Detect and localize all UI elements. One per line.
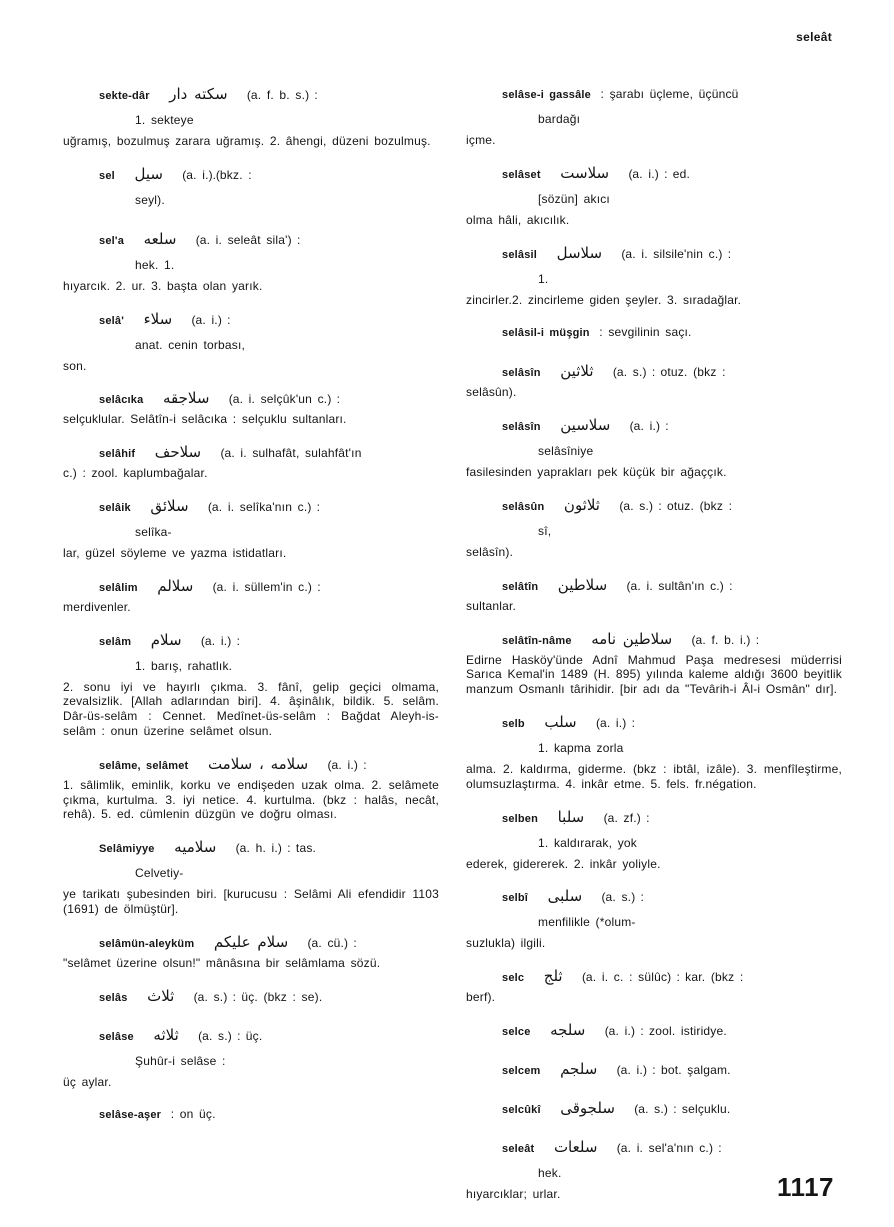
dictionary-entry [466,1057,842,1083]
entry-first-line [63,1023,439,1075]
arabic-script: سكته دار [169,85,228,103]
entry-first-line [466,413,842,465]
dictionary-entry [466,1096,842,1122]
definition-text: suzlukla) ilgili. [466,936,546,951]
grammar-note: (a. s.) : üç. [198,1028,263,1043]
grammar-note: (a. i. selçûk'un c.) : [228,392,340,407]
entry-first-line [466,241,842,293]
definition-text: ederek, gidererek. 2. inkâr yoliyle. [466,856,661,871]
definition-text: berf). [466,990,496,1005]
headword: sel [99,169,115,182]
headword: sel'a [99,234,125,247]
definition-start: seyl). [135,192,165,207]
left-column [63,82,439,1141]
definition-text: hıyarcıklar; urlar. [466,1186,561,1201]
entry-first-line [63,494,439,546]
arabic-script: سلاسين [560,416,611,435]
arabic-script: سلعه [143,229,177,248]
entry-first-line [466,964,842,990]
headword: selâsîn [502,421,541,434]
headword: selâhif [99,448,136,461]
entry-first-line [466,359,842,385]
definition-start: 1. sekteye [135,113,194,127]
definition-text: hıyarcık. 2. ur. 3. başta olan yarık. [63,278,263,293]
definition-start: 1. kapma zorla [538,740,624,755]
arabic-script: سلجوقى [560,1098,615,1117]
arabic-script: سلاسل [556,243,603,262]
headword: selâmün-aleyküm [99,937,195,950]
dictionary-entry [466,710,842,792]
arabic-script: سلب [544,712,577,731]
definition-start: anat. cenin torbası, [135,337,246,352]
running-head: seleât [796,30,832,44]
headword: selâs [99,991,128,1004]
grammar-note: (a. i.) : [629,419,669,434]
dictionary-entry [63,628,439,739]
definition-text: selçuklular. Selâtîn-i selâcıka : selçuklu sultanları. [63,412,347,427]
entry-first-line [63,628,439,680]
dictionary-entry [466,493,842,560]
dictionary-entry [63,752,439,822]
grammar-note: (a. s.) : otuz. (bkz : [612,365,726,380]
dictionary-entry [63,307,439,374]
arabic-script: ثلج [543,967,563,986]
arabic-script: ثلاث [147,986,175,1005]
grammar-note: (a. i. sultân'ın c.) : [626,578,733,593]
dictionary-entry [466,805,842,872]
headword: selâcıka [99,394,144,407]
arabic-script: سلام [150,630,182,649]
arabic-script: ثلاثين [560,362,594,381]
dictionary-entry [466,1018,842,1044]
definition-text: 1. sâlimlik, eminlik, korku ve endişeden uzak olma. 2. selâmete çıkma, kurtulma. 3. iyi netice. 4. kurtulma. (bkz : halâs, necât, rehâ). 5. ed. cümlenin düzgün ve doğru olması. [63,777,439,822]
dictionary-entry [63,835,439,917]
grammar-note: (a. f. b. i.) : [691,632,760,647]
entry-first-line [466,1057,842,1083]
arabic-script: سلاطين نامه [591,629,673,648]
definition-start: 1. barış, rahatlık. [135,658,233,673]
grammar-note: (a. i.) : [200,633,240,648]
definition-text: lar, güzel söyleme ve yazma istidatları. [63,545,287,560]
headword: selcem [502,1064,541,1077]
entry-first-line [63,752,439,778]
headword: selâsil-i müşgin [502,327,590,340]
arabic-script: سلبى [547,887,583,906]
definition-start: [sözün] akıcı [538,191,610,206]
headword: sekte-dâr [99,90,150,102]
headword: selbî [502,892,529,905]
grammar-note: : on üç. [170,1107,216,1122]
grammar-note: (a. i. selîka'nın c.) : [207,499,321,514]
grammar-note: (a. i.) : bot. şalgam. [616,1062,731,1077]
grammar-note: : sevgilinin saçı. [599,325,692,340]
headword: selcûkî [502,1103,541,1116]
definition-text: ye tarikatı şubesinden biri. [kurucusu : Selâmi Ali efendidir 1103 (1691) de ölmüştür]. [63,887,439,916]
definition-start: sî, [538,523,552,538]
grammar-note: (a. s.) : üç. (bkz : se). [193,989,323,1004]
definition-text: olma hâli, akıcılık. [466,212,570,227]
arabic-script: سلاجقه [162,389,210,408]
definition-start: selîka- [135,524,172,539]
entry-first-line [63,930,439,956]
headword: selâsîn [502,367,541,380]
entry-first-line [466,627,842,653]
grammar-note: (a. s.) : [601,890,644,905]
headword: selâse-aşer [99,1109,162,1122]
headword: Selâmiyye [99,843,155,856]
definition-text: merdivenler. [63,599,131,614]
dictionary-entry [63,1102,439,1128]
entry-first-line [63,162,439,214]
entry-first-line [63,574,439,600]
definition-start: Celvetiy- [135,866,184,881]
definition-start: 1. [538,271,549,286]
definition-text: son. [63,358,87,373]
definition-text: uğramış, bozulmuş zarara uğramış. 2. âhengi, düzeni bozulmuş. [63,134,431,148]
arabic-script: سلالم [157,576,194,595]
definition-text: alma. 2. kaldırma, giderme. (bkz : ibtâl, izâle). 3. menfîleştirme, olumsuzlaştırma. 4. inkâr etme. 5. fels. fr.négation. [466,761,842,791]
headword: selc [502,972,525,985]
dictionary-entry [466,413,842,480]
grammar-note: (a. i.) : ed. [628,166,691,181]
entry-first-line [63,82,439,134]
arabic-script: سلجه [550,1020,586,1039]
definition-text: 2. sonu iyi ve hayırlı çıkma. 3. fânî, gelip geçici olmama, zevalsizlik. [Allah adlarından biri]. 4. âşinâlık, bildik. 5. selâm. Dâr-üs-selâm : Cennet. Medînet-üs-selâm : Bağdat Aleyh-is-selâm : onun üzerine selâmet olsun. [63,679,439,738]
grammar-note: (a. i. sel'a'nın c.) : [616,1140,722,1155]
headword: selâm [99,635,132,648]
dictionary-entry [466,884,842,951]
dictionary-entry [466,627,842,697]
definition-text: içme. [466,133,496,147]
grammar-note: : şarabı üçleme, üçüncü [600,87,739,101]
dictionary-entry [63,386,439,427]
entry-first-line [466,805,842,857]
headword: selb [502,717,525,730]
page-number: 1117 [777,1172,834,1202]
definition-text: c.) : zool. kaplumbağalar. [63,466,208,481]
definition-text: zincirler.2. zincirleme giden şeyler. 3. sıradağlar. [466,292,742,307]
grammar-note: (a. i. seleât sila') : [195,232,301,247]
definition-text: sultanlar. [466,598,517,613]
grammar-note: (a. i. süllem'in c.) : [212,579,321,594]
headword: selâsil [502,248,538,261]
dictionary-entry [466,161,842,228]
headword: seleât [502,1142,535,1155]
dictionary-entry [63,984,439,1010]
headword: selâsûn [502,500,545,513]
headword: selâtîn [502,580,539,593]
arabic-script: سلام عليكم [213,932,289,951]
arabic-script: سلاست [560,163,610,182]
arabic-script: سيل [134,164,163,183]
dictionary-entry [466,82,842,148]
headword: selâse-i gassâle [502,89,591,101]
grammar-note: (a. i.) : [327,757,367,772]
dictionary-entry [63,494,439,561]
entry-first-line [466,320,842,346]
right-column [466,82,842,1215]
grammar-note: (a. s.) : otuz. (bkz : [619,498,733,513]
definition-text: selâsûn). [466,385,517,400]
headword: selâset [502,168,541,181]
definition-start: Şuhûr-i selâse : [135,1053,226,1068]
grammar-note: (a. i. silsile'nin c.) : [621,246,732,261]
definition-start: hek. 1. [135,257,175,272]
entry-first-line [466,884,842,936]
headword: selâtîn-nâme [502,634,572,647]
entry-first-line [63,440,439,466]
headword: selâse [99,1030,134,1043]
dictionary-entry [63,82,439,149]
entry-first-line [466,1018,842,1044]
arabic-script: ثلاثون [563,495,600,514]
entry-first-line [63,227,439,279]
dictionary-entry [466,359,842,400]
dictionary-entry [63,227,439,294]
arabic-script: سلاميه [174,838,217,857]
dictionary-entry [466,320,842,346]
headword: selâik [99,501,131,514]
grammar-note: (a. i.) : [191,312,231,327]
entry-first-line [466,573,842,599]
headword: selâlim [99,581,138,594]
entry-first-line [63,386,439,412]
dictionary-entry [466,964,842,1005]
definition-text: üç aylar. [63,1074,112,1089]
dictionary-entry [63,1023,439,1090]
arabic-script: سلاء [143,309,173,328]
grammar-note: (a. i. c. : sülûc) : kar. (bkz : [581,970,744,985]
dictionary-entry [63,574,439,615]
grammar-note: (a. i.).(bkz. : [182,167,252,182]
dictionary-entry [466,241,842,308]
headword: selâme, selâmet [99,759,189,772]
arabic-script: سلامه ، سلامت [207,754,309,773]
definition-start: 1. kaldırarak, yok [538,835,637,850]
grammar-note: (a. h. i.) : tas. [235,841,317,856]
headword: selce [502,1025,531,1038]
definition-start: hek. [538,1165,562,1180]
dictionary-entry [466,573,842,614]
grammar-note: (a. cü.) : [307,935,357,950]
arabic-script: سلجم [560,1059,598,1078]
entry-first-line [466,82,842,133]
grammar-note: (a. zf.) : [603,810,650,825]
definition-start: bardağı [538,112,581,126]
entry-first-line [63,307,439,359]
arabic-script: سلاطين [557,575,608,594]
entry-first-line [466,1096,842,1122]
entry-first-line [63,835,439,887]
grammar-note: (a. i. sulhafât, sulahfât'ın [220,446,362,461]
grammar-note: (a. s.) : selçuklu. [634,1101,731,1116]
definition-start: selâsîniye [538,444,594,459]
definition-start: menfilikle (*olum- [538,915,636,930]
arabic-script: سلاحف [154,443,202,462]
arabic-script: ثلاثه [153,1025,179,1044]
definition-text: selâsîn). [466,544,514,559]
definition-text: fasilesinden yaprakları pek küçük bir ağaççık. [466,465,727,480]
entry-first-line [466,710,842,762]
dictionary-entry [63,162,439,214]
arabic-script: سلعات [553,1137,598,1156]
definition-text: Edirne Hasköy'ünde Adnî Mahmud Paşa medresesi müderrisi Sarıca Kemal'in 1489 (H. 895) yılında kaleme aldığı 3600 beyitlik manzum Osmanlı târihidir. [bir adı da "Tevârih-i Âl-i Osmân" dır]. [466,652,842,697]
grammar-note: (a. i.) : zool. istiridye. [604,1023,727,1038]
grammar-note: (a. f. b. s.) : [246,88,318,102]
entry-first-line [466,493,842,545]
headword: selâ' [99,314,125,327]
grammar-note: (a. i.) : [595,715,635,730]
entry-first-line [466,161,842,213]
entry-first-line [63,1102,439,1128]
dictionary-entry [63,440,439,481]
arabic-script: سلائق [150,496,189,515]
dictionary-entry [63,930,439,971]
arabic-script: سلبا [557,807,585,826]
definition-text: "selâmet üzerine olsun!" mânâsına bir selâmlama sözü. [63,955,381,970]
headword: selben [502,812,539,825]
entry-first-line [63,984,439,1010]
